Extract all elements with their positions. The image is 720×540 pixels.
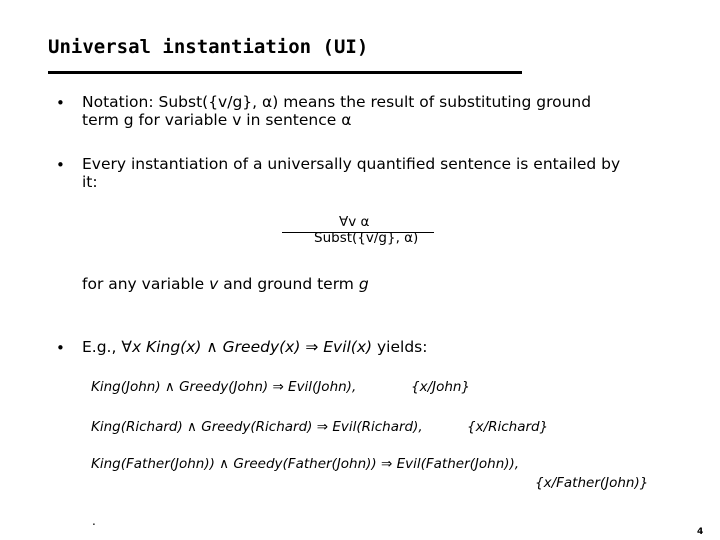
rule-premise: ∀v α: [339, 214, 370, 230]
bullet-marker: •: [56, 339, 65, 357]
bullet-marker: •: [56, 94, 65, 112]
yield-subst-john: {x/John}: [411, 379, 471, 395]
yield-sentence-john: King(John) ∧ Greedy(John) ⇒ Evil(John),: [91, 379, 357, 395]
variable-v: v: [209, 275, 219, 293]
yield-sentence-richard: King(Richard) ∧ Greedy(Richard) ⇒ Evil(Richard),: [91, 419, 423, 435]
for-any-prefix: for any variable: [82, 275, 210, 293]
yield-sentence-father: King(Father(John)) ∧ Greedy(Father(John)) ⇒ Evil(Father(John)),: [91, 456, 520, 472]
example-suffix: yields:: [372, 338, 428, 356]
example-text: [82, 338, 427, 356]
instantiation-line-2: it:: [82, 173, 98, 191]
title-underline: [48, 71, 522, 74]
for-any-text: [82, 275, 369, 293]
example-prefix: E.g.,: [82, 338, 122, 356]
forall-symbol: ∀: [121, 338, 132, 356]
trailing-dot: .: [92, 514, 96, 528]
slide-title: Universal instantiation (UI): [48, 36, 369, 58]
example-sentence: x King(x) ∧ Greedy(x) ⇒ Evil(x): [131, 338, 373, 356]
notation-line-2: term g for variable v in sentence α: [82, 111, 352, 129]
rule-conclusion: Subst({v/g}, α): [314, 230, 419, 246]
ground-term-g: g: [358, 275, 369, 293]
for-any-middle: and ground term: [218, 275, 359, 293]
page-number: 4: [697, 527, 704, 537]
instantiation-line-1: Every instantiation of a universally quantified sentence is entailed by: [82, 155, 621, 173]
yield-subst-father: {x/Father(John)}: [535, 475, 649, 491]
notation-line-1: Notation: Subst({v/g}, α) means the result of substituting ground: [82, 93, 592, 111]
bullet-marker: •: [56, 156, 65, 174]
yield-subst-richard: {x/Richard}: [467, 419, 549, 435]
